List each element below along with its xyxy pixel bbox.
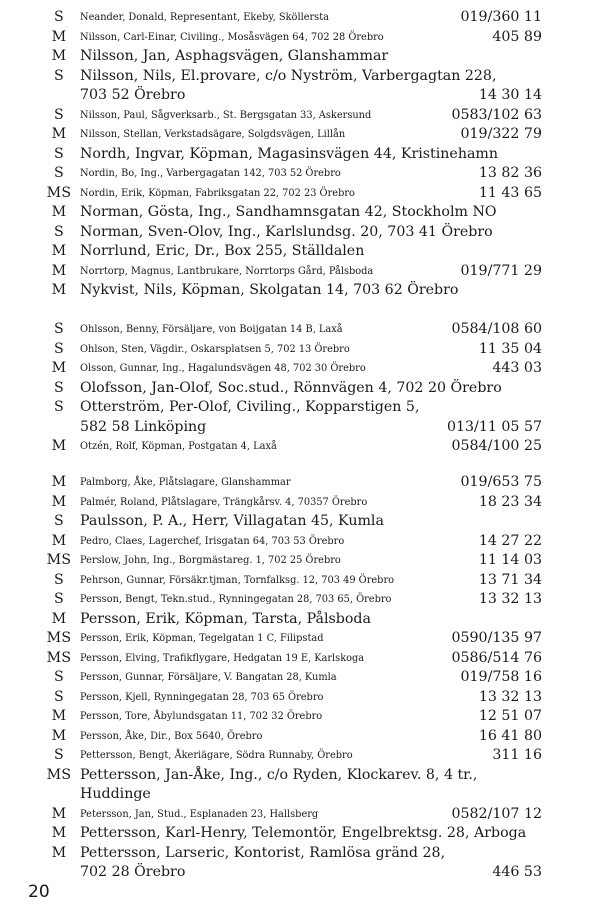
directory-entry (0, 379, 600, 399)
entry-text: Ohlson, Sten, Vägdir., Oskarsplatsen 5, 702 13 Örebro (80, 343, 350, 355)
entry-text: Persson, Kjell, Rynningegatan 28, 703 65 Örebro (80, 691, 324, 703)
page-number: 20 (28, 882, 50, 902)
entry-text-continued: Huddinge (80, 786, 151, 802)
entry-phone: 0583/102 63 (451, 106, 542, 123)
entry-code: MS (46, 766, 72, 783)
entry-text: Norrlund, Eric, Dr., Box 255, Ställdalen (80, 243, 365, 259)
entry-code: M (51, 28, 67, 45)
directory-group-n (0, 8, 600, 301)
entry-text: Pettersson, Bengt, Åkeriägare, Södra Runnaby, Örebro (80, 750, 353, 761)
entry-text: Olsson, Gunnar, Ing., Hagalundsvägen 48, 702 30 Örebro (80, 363, 366, 374)
entry-code: S (53, 399, 65, 415)
entry-text: Perslow, John, Ing., Borgmästareg. 1, 702 25 Örebro (80, 555, 341, 566)
entry-text: Nilsson, Paul, Sågverksarb., St. Bergsgatan 33, Askersund (80, 109, 372, 121)
directory-entry (0, 125, 600, 145)
entry-code: S (53, 688, 65, 705)
directory-entry (0, 668, 600, 688)
entry-text: Persson, Erik, Köpman, Tarsta, Pålsboda (80, 610, 371, 627)
directory-entry (0, 47, 600, 67)
directory-entry (0, 164, 600, 184)
entry-code: M (51, 262, 67, 279)
entry-phone: 446 53 (492, 864, 542, 880)
entry-phone: 11 43 65 (478, 184, 542, 201)
entry-code: S (53, 9, 65, 25)
entry-code: M (51, 126, 67, 142)
directory-entry (0, 688, 600, 708)
entry-text: Norman, Sven-Olov, Ing., Karlslundsg. 20, 703 41 Örebro (80, 223, 493, 240)
entry-text: Ohlsson, Benny, Försäljare, von Boijgatan 14 B, Laxå (80, 324, 343, 335)
entry-phone: 0586/514 76 (451, 649, 542, 666)
entry-code: MS (46, 649, 72, 666)
directory-entry (0, 223, 600, 243)
directory-entry (0, 28, 600, 48)
entry-phone: 13 71 34 (478, 571, 542, 588)
entry-code: S (53, 165, 65, 181)
entry-text: Neander, Donald, Representant, Ekeby, Sköllersta (80, 12, 329, 23)
entry-code: S (53, 571, 65, 588)
directory-entry (0, 8, 600, 28)
entry-phone: 019/771 29 (460, 262, 542, 279)
entry-text: Pettersson, Jan-Åke, Ing., c/o Ryden, Klockarev. 8, 4 tr., (80, 766, 478, 783)
directory-entry (0, 184, 600, 204)
directory-group-o (0, 320, 600, 457)
entry-code: M (51, 438, 67, 454)
entry-text: Palmborg, Åke, Plåtslagare, Glanshammar (80, 477, 291, 488)
directory-group-p (0, 473, 600, 883)
directory-entry (0, 766, 600, 805)
directory-entry (0, 67, 600, 106)
entry-code: M (51, 727, 67, 744)
entry-code: S (53, 747, 65, 763)
entry-phone: 11 14 03 (478, 552, 542, 568)
directory-entry (0, 629, 600, 649)
entry-text: Persson, Bengt, Tekn.stud., Rynningegatan 28, 703 65, Örebro (80, 594, 392, 605)
directory-entry (0, 571, 600, 591)
entry-phone: 019/758 16 (460, 669, 542, 685)
entry-phone: 0582/107 12 (451, 805, 542, 822)
entry-code: M (51, 282, 67, 298)
entry-code: M (51, 610, 67, 627)
directory-entry (0, 551, 600, 571)
entry-phone: 14 30 14 (478, 87, 542, 103)
directory-entry (0, 145, 600, 165)
entry-phone: 311 16 (492, 747, 542, 763)
directory-entry (0, 610, 600, 630)
directory-entry (0, 727, 600, 747)
entry-code: S (53, 340, 65, 357)
entry-code: M (51, 532, 67, 549)
directory-entry (0, 398, 600, 437)
entry-code: M (51, 805, 67, 822)
entry-code: S (53, 106, 65, 123)
entry-text: Paulsson, P. A., Herr, Villagatan 45, Kumla (80, 513, 384, 529)
entry-text: Olofsson, Jan-Olof, Soc.stud., Rönnvägen 4, 702 20 Örebro (80, 379, 502, 396)
entry-phone: 019/360 11 (460, 9, 542, 25)
entry-text: Nilsson, Nils, El.provare, c/o Nyström, Varbergagtan 228, (80, 67, 497, 84)
entry-phone: 13 82 36 (478, 165, 542, 181)
entry-phone: 14 27 22 (478, 532, 542, 549)
entry-text: Pettersson, Larseric, Kontorist, Ramlösa gränd 28, (80, 844, 446, 861)
entry-phone: 16 41 80 (478, 727, 542, 744)
entry-code: S (53, 67, 65, 84)
directory-entry (0, 473, 600, 493)
directory-entry (0, 707, 600, 727)
entry-code: M (51, 48, 67, 64)
entry-phone: 13 32 13 (478, 688, 542, 705)
entry-text: Persson, Elving, Trafikflygare, Hedgatan 19 E, Karlskoga (80, 652, 365, 664)
directory-entry (0, 590, 600, 610)
directory-entry (0, 359, 600, 379)
entry-text: Norman, Gösta, Ing., Sandhamnsgatan 42, Stockholm NO (80, 204, 497, 220)
entry-text: Pettersson, Karl-Henry, Telemontör, Engelbrektsg. 28, Arboga (80, 825, 527, 841)
directory-entry (0, 844, 600, 883)
entry-text: Nordin, Erik, Köpman, Fabriksgatan 22, 702 23 Örebro (80, 187, 355, 199)
entry-code: S (53, 379, 65, 396)
directory-entry (0, 805, 600, 825)
entry-text: Pehrson, Gunnar, Försäkr.tjman, Tornfalksg. 12, 703 49 Örebro (80, 574, 395, 586)
entry-text: Pedro, Claes, Lagerchef, Irisgatan 64, 703 53 Örebro (80, 535, 345, 547)
directory-entry (0, 242, 600, 262)
directory-entry (0, 532, 600, 552)
entry-phone: 0584/108 60 (451, 321, 542, 337)
directory-entry (0, 493, 600, 513)
entry-text: Persson, Gunnar, Försäljare, V. Bangatan 28, Kumla (80, 672, 337, 683)
entry-text: Persson, Erik, Köpman, Tegelgatan 1 C, Filipstad (80, 633, 324, 644)
entry-code: M (51, 474, 67, 490)
entry-phone: 019/322 79 (460, 126, 542, 142)
entry-code: M (51, 708, 67, 724)
entry-code: S (53, 513, 65, 529)
entry-code: M (51, 360, 67, 376)
entry-text-continued: 582 58 Linköping (80, 418, 207, 435)
entry-code: S (53, 321, 65, 337)
entry-text: Otterström, Per-Olof, Civiling., Kopparstigen 5, (80, 399, 420, 415)
directory-entry (0, 106, 600, 126)
directory-entry (0, 262, 600, 282)
entry-phone: 18 23 34 (478, 493, 542, 510)
directory-entry (0, 281, 600, 301)
entry-text: Nilsson, Jan, Asphagsvägen, Glanshammar (80, 48, 389, 64)
entry-code: M (51, 204, 67, 220)
entry-code: S (53, 591, 65, 607)
entry-text: Petersson, Jan, Stud., Esplanaden 23, Hallsberg (80, 808, 319, 820)
entry-phone: 0590/135 97 (451, 630, 542, 646)
entry-code: M (51, 493, 67, 510)
entry-code: S (53, 669, 65, 685)
entry-text: Otzén, Rolf, Köpman, Postgatan 4, Laxå (80, 441, 277, 452)
entry-phone: 11 35 04 (478, 340, 542, 357)
entry-phone: 13 32 13 (478, 591, 542, 607)
entry-phone: 443 03 (492, 360, 542, 376)
entry-text: Persson, Åke, Dir., Box 5640, Örebro (80, 730, 263, 742)
directory-entry (0, 320, 600, 340)
entry-code: M (51, 844, 67, 861)
entry-text: Norrtorp, Magnus, Lantbrukare, Norrtorps Gård, Pålsboda (80, 265, 374, 277)
entry-code: MS (46, 184, 72, 201)
entry-code: S (53, 145, 65, 162)
directory-entry (0, 203, 600, 223)
entry-code: M (51, 243, 67, 259)
entry-text: Persson, Tore, Åbylundsgatan 11, 702 32 Örebro (80, 711, 323, 722)
entry-text: Nykvist, Nils, Köpman, Skolgatan 14, 703 62 Örebro (80, 282, 459, 298)
entry-text: Nordin, Bo, Ing., Varbergagatan 142, 703 52 Örebro (80, 168, 341, 179)
directory-entry (0, 437, 600, 457)
entry-code: S (53, 223, 65, 240)
entry-text: Nilsson, Carl-Einar, Civiling., Mosåsvägen 64, 702 28 Örebro (80, 31, 384, 43)
directory-entry (0, 649, 600, 669)
directory-entry (0, 824, 600, 844)
entry-phone: 12 51 07 (478, 708, 542, 724)
entry-phone: 405 89 (492, 28, 542, 45)
directory-entry (0, 340, 600, 360)
entry-phone: 013/11 05 57 (446, 418, 542, 435)
entry-text: Nordh, Ingvar, Köpman, Magasinsvägen 44, Kristinehamn (80, 145, 499, 162)
directory-entry (0, 512, 600, 532)
entry-text: Nilsson, Stellan, Verkstadsägare, Solgdsvägen, Lillån (80, 129, 346, 140)
entry-text: Palmér, Roland, Plåtslagare, Trängkårsv. 4, 70357 Örebro (80, 496, 368, 508)
entry-text-continued: 702 28 Örebro (80, 864, 186, 880)
entry-code: MS (46, 630, 72, 646)
entry-phone: 019/653 75 (460, 474, 542, 490)
directory-entry (0, 746, 600, 766)
entry-phone: 0584/100 25 (451, 438, 542, 454)
entry-text-continued: 703 52 Örebro (80, 87, 186, 103)
entry-code: M (51, 825, 67, 841)
entry-code: MS (46, 552, 72, 568)
